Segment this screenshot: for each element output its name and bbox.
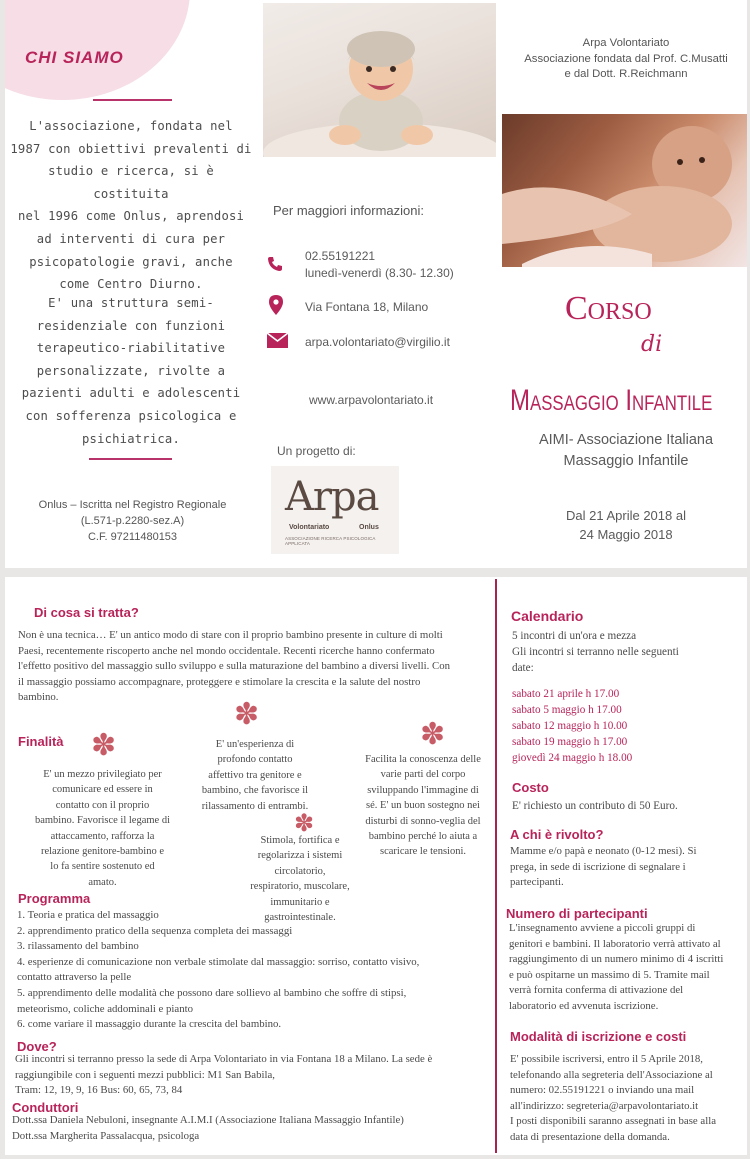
logo-sub-right: Onlus xyxy=(359,524,379,531)
costo-text: E' richiesto un contributo di 50 Euro. xyxy=(512,800,678,812)
address: Via Fontana 18, Milano xyxy=(305,300,429,314)
text-line: E' un mezzo privilegiato per xyxy=(43,769,162,780)
calendario-intro xyxy=(512,628,747,676)
text-line: immunitario e xyxy=(270,896,330,908)
logo-sub-left: Volontariato xyxy=(289,524,330,531)
list-item: 6. come variare il massaggio durante la crescita del bambino. xyxy=(17,1018,282,1031)
text-line: Non è una tecnica… E' un antico modo di stare con il proprio bambino presente in culture di molti xyxy=(18,629,443,641)
costo-title: Costo xyxy=(512,780,549,795)
date-item: sabato 21 aprile h 17.00 xyxy=(512,688,620,700)
text-line: 24 Maggio 2018 xyxy=(579,527,673,542)
calendario-dates xyxy=(512,686,632,766)
text-line: comunicare ed essere in xyxy=(52,784,153,796)
course-word: Corso xyxy=(565,290,652,327)
programma-title: Programma xyxy=(18,891,91,906)
date-item: sabato 5 maggio h 17.00 xyxy=(512,704,622,716)
text-line: 1987 con obiettivi prevalenti di xyxy=(10,141,252,156)
finalita-col-1 xyxy=(10,767,195,890)
list-item: 3. rilassamento del bambino xyxy=(17,940,139,953)
aimi-info xyxy=(502,430,747,472)
text-line: AIMI- Associazione Italiana xyxy=(538,432,714,448)
text-line: terapeutico-riabilitative xyxy=(36,341,226,356)
course-period xyxy=(502,506,747,544)
text-line: rilassamento di entrambi. xyxy=(201,800,309,812)
organization-info xyxy=(502,36,747,83)
baby-photo xyxy=(263,3,496,157)
text-line: 5 incontri di un'ora e mezza xyxy=(512,630,637,642)
text-line: disturbi di sonno-veglia del xyxy=(365,815,481,827)
text-line: bambino perché lo aiuta a xyxy=(368,831,478,843)
text-line: residenziale con funzioni xyxy=(36,318,226,333)
dove-text xyxy=(15,1052,493,1099)
text-line: studio e ricerca, si è costituita xyxy=(48,164,214,201)
text-line: contatto con il proprio xyxy=(55,799,150,811)
text-line: circolatorio, xyxy=(274,865,326,877)
text-line: prega, in sede di iscrizione di segnalare i xyxy=(510,860,686,873)
text-line: Dott.ssa Margherita Passalacqua, psicologa xyxy=(12,1129,200,1142)
text-line: E' possibile iscriversi, entro il 5 Aprile 2018, xyxy=(510,1053,703,1065)
text-line: l'effetto positivo del massaggio sullo sviluppo e sulla maturazione del bambino a diversi livelli. Con xyxy=(18,660,451,673)
text-line: Gli incontri si terranno nelle seguenti xyxy=(512,646,679,658)
iscrizione-text xyxy=(510,1052,747,1146)
location-pin-icon xyxy=(269,295,283,320)
text-line: scaricare le tensioni. xyxy=(380,846,466,858)
text-line: regolarizza i sistemi xyxy=(257,850,343,862)
text-line: raggiungimento di un numero minimo di 4 iscritti xyxy=(509,953,724,966)
text-line: attaccamento, rafforza la xyxy=(50,830,155,842)
email-address: arpa.volontariato@virgilio.it xyxy=(305,335,450,349)
text-line: E' una struttura semi- xyxy=(48,296,214,310)
list-item: 1. Teoria e pratica del massaggio xyxy=(17,909,159,921)
text-line: psichiatrica. xyxy=(82,431,180,446)
rivolto-title: A chi è rivolto? xyxy=(510,827,604,842)
text-line: genitori e bambini. Il laboratorio verrà attivato al xyxy=(509,937,721,950)
text-line: sé. E' un buon sostegno nei xyxy=(366,800,480,812)
office-hours: lunedì-venerdì (8.30- 12.30) xyxy=(305,266,454,280)
partecipanti-text xyxy=(509,921,747,1015)
brochure-front xyxy=(5,0,747,568)
baby-illustration xyxy=(263,3,496,157)
text-line: Arpa Volontariato xyxy=(582,37,670,49)
text-line: relazione genitore-bambino e xyxy=(40,846,165,858)
iscrizione-title: Modalità di iscrizione e costi xyxy=(510,1029,687,1044)
text-line: all'indirizzo: segreteria@arpavolontariato.it xyxy=(510,1099,699,1112)
text-line: L'associazione, fondata nel xyxy=(29,119,233,133)
text-line: con sofferenza psicologica e xyxy=(25,408,237,423)
programma-list xyxy=(17,908,492,1033)
project-label: Un progetto di: xyxy=(277,444,356,458)
text-line: Onlus – Iscritta nel Registro Regionale xyxy=(38,499,227,511)
text-line: Associazione fondata dal Prof. C.Musatti xyxy=(524,52,728,65)
list-item: contatto attraverso la pelle xyxy=(17,971,132,984)
text-line: date: xyxy=(512,662,534,674)
text-line: raggiungibile con i seguenti mezzi pubblici: M1 San Babila, xyxy=(15,1068,275,1081)
brochure-inside xyxy=(5,577,747,1155)
text-line: Facilita la conoscenza delle xyxy=(365,754,481,765)
flower-icon: ✽ xyxy=(234,697,260,732)
divider-top xyxy=(93,99,172,101)
text-line: Dott.ssa Daniela Nebuloni, insegnante A.I.M.I (Associazione Italiana Massaggio Infantile) xyxy=(12,1114,404,1126)
text-line: profondo contatto xyxy=(217,754,293,766)
di-cosa-title: Di cosa si tratta? xyxy=(34,605,139,620)
finalita-title: Finalità xyxy=(18,734,64,749)
text-line: come Centro Diurno. xyxy=(59,277,203,292)
text-line: verrà fornita conferma di attivazione del xyxy=(509,984,684,997)
phone-number: 02.55191221 xyxy=(305,249,376,263)
text-line: telefonando alla segreteria dell'Associazione al xyxy=(510,1068,713,1081)
logo-tagline: ASSOCIAZIONE RICERCA PSICOLOGICA APPLICATA xyxy=(285,536,376,546)
course-di: di xyxy=(641,332,663,357)
text-line: (L.571-p.2280-sez.A) xyxy=(80,515,185,527)
registry-info xyxy=(10,497,255,545)
website: www.arpavolontariato.it xyxy=(309,393,434,407)
text-line: L'insegnamento avviene a piccoli gruppi di xyxy=(509,922,696,934)
date-item: giovedì 24 maggio h 18.00 xyxy=(512,752,633,764)
course-name: Massaggio Infantile xyxy=(510,384,713,417)
text-line: affettivo tra genitore e xyxy=(208,769,302,781)
text-line: varie parti del corpo xyxy=(380,769,466,781)
text-line: E' un'esperienza di xyxy=(215,739,295,750)
flower-icon: ✽ xyxy=(294,809,315,837)
text-line: C.F. 97211480153 xyxy=(87,531,178,543)
text-line: pazienti adulti e adolescenti xyxy=(21,386,241,401)
list-item: meteorismo, coliche addominali e pianto xyxy=(17,1002,193,1015)
text-line: Dal 21 Aprile 2018 al xyxy=(566,508,686,523)
finalita-col-2 xyxy=(180,737,330,814)
massage-photo xyxy=(502,114,747,267)
text-line: ad interventi di cura per xyxy=(36,231,226,246)
partecipanti-title: Numero di partecipanti xyxy=(506,906,648,921)
date-item: sabato 12 maggio h 10.00 xyxy=(512,720,628,732)
text-line: psicopatologie gravi, anche xyxy=(29,254,233,269)
chi-siamo-paragraph-2 xyxy=(10,292,252,450)
divider-bottom xyxy=(89,458,172,460)
text-line: numero: 02.55191221 o inviando una mail xyxy=(510,1084,695,1097)
chi-siamo-title: CHI SIAMO xyxy=(25,48,124,67)
logo-word: Arpa xyxy=(285,474,379,520)
text-line: nel 1996 come Onlus, aprendosi xyxy=(17,209,245,224)
list-item: 5. apprendimento delle modalità che possono dare sollievo al bambino che soffre di stipsi, xyxy=(17,986,407,999)
text-line: lo fa sentire sostenuto ed xyxy=(50,861,155,873)
list-item: 2. apprendimento pratico della sequenza completa dei massaggi xyxy=(17,924,293,937)
text-line: amato. xyxy=(88,876,117,888)
text-line: Paesi, recentemente riscoperto anche nel mondo occidentale. Recenti ricerche hanno confermato xyxy=(18,644,435,657)
text-line: bambino. xyxy=(18,691,59,704)
list-item: 4. esperienze di comunicazione non verbale stimolate dal massaggio: sorriso, contatto visivo, xyxy=(17,955,420,968)
text-line: gastrointestinale. xyxy=(264,912,336,924)
envelope-icon xyxy=(267,333,288,353)
finalita-col-4 xyxy=(353,752,493,860)
text-line: il massaggio possiamo accompagnare, proteggere e stimolare la crescita e la salute del nostro xyxy=(18,675,421,688)
text-line: Massaggio Infantile xyxy=(563,453,689,469)
date-item: sabato 19 maggio h 17.00 xyxy=(512,736,628,748)
text-line: Tram: 12, 19, 9, 16 Bus: 60, 65, 73, 84 xyxy=(15,1084,183,1097)
flower-icon: ✽ xyxy=(91,728,117,763)
flower-icon: ✽ xyxy=(420,717,446,752)
conduttori-title: Conduttori xyxy=(12,1100,79,1115)
massage-illustration xyxy=(502,114,747,267)
text-line: Gli incontri si terranno presso la sede di Arpa Volontariato in via Fontana 18 a Milano. La sede è xyxy=(15,1053,433,1065)
text-line: e dal Dott. R.Reichmann xyxy=(564,68,688,80)
text-line: personalizzate, rivolte a xyxy=(36,363,226,378)
conduttori-text xyxy=(12,1113,492,1144)
text-line: partecipanti. xyxy=(510,876,564,889)
rivolto-text xyxy=(510,844,745,891)
text-line: e può ospitarne un massimo di 5. Tramite mail xyxy=(509,968,710,981)
text-line: bambino. Favorisce il legame di xyxy=(34,815,170,827)
text-line: bambino, che favorisce il xyxy=(201,785,309,797)
di-cosa-text xyxy=(18,628,493,706)
column-divider xyxy=(495,579,497,1153)
info-heading: Per maggiori informazioni: xyxy=(273,203,425,218)
text-line: respiratorio, muscolare, xyxy=(250,881,350,893)
dove-title: Dove? xyxy=(17,1039,57,1054)
text-line: I posti disponibili saranno assegnati in base alla xyxy=(510,1115,717,1128)
text-line: laboratorio ed avvenuta iscrizione. xyxy=(509,999,659,1012)
text-line: sviluppando l'immagine di xyxy=(367,784,479,796)
text-line: data di presentazione della domanda. xyxy=(510,1130,670,1143)
chi-siamo-paragraph-1 xyxy=(10,115,252,296)
calendario-title: Calendario xyxy=(511,608,584,624)
text-line: Stimola, fortifica e xyxy=(260,835,340,846)
phone-icon xyxy=(267,256,283,277)
text-line: Mamme e/o papà e neonato (0-12 mesi). Si xyxy=(510,845,697,857)
arpa-logo xyxy=(271,466,399,554)
phone-block xyxy=(305,248,454,282)
